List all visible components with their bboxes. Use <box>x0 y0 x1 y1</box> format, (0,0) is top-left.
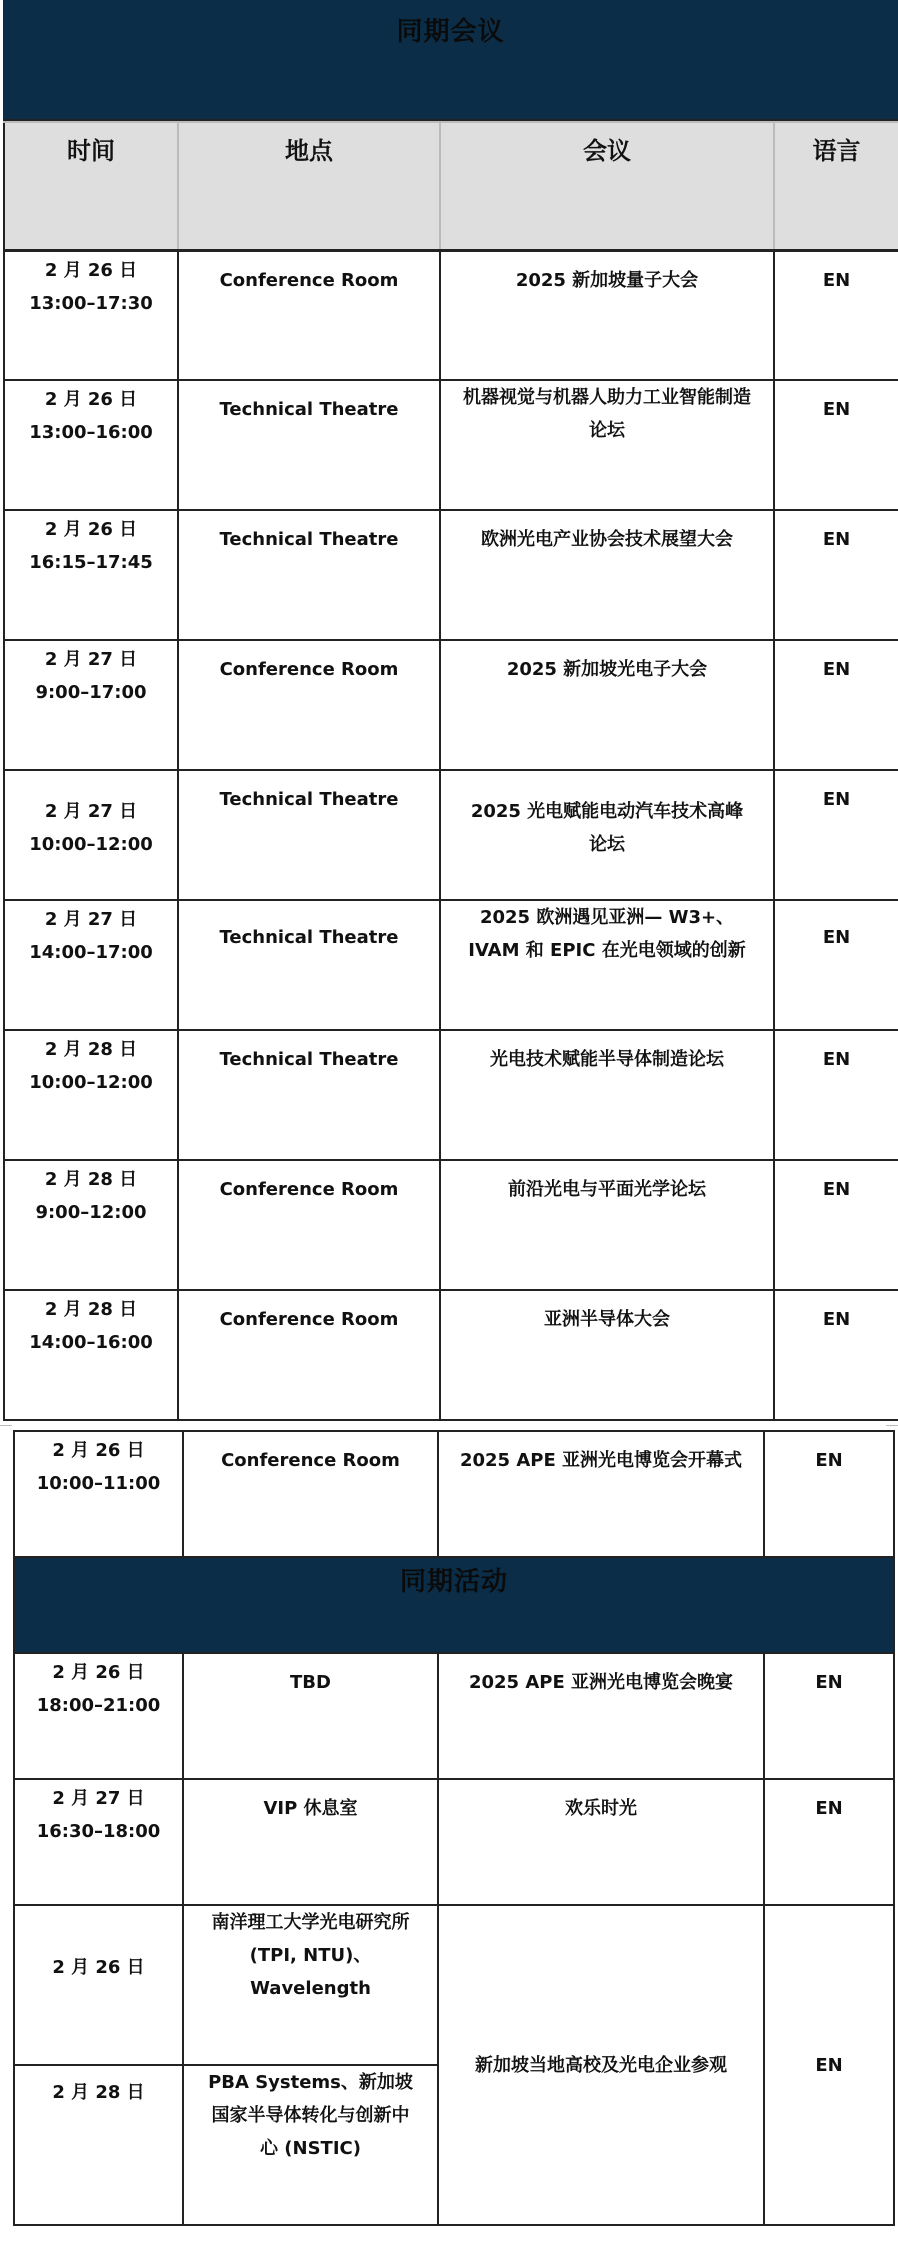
date-text: 2 月 27 日 <box>44 909 138 930</box>
date-text: 2 月 26 日 <box>52 1440 145 1461</box>
date-text: 2 月 27 日 <box>52 1788 145 1809</box>
time-cell <box>4 770 178 900</box>
time-text: 9:00–12:00 <box>35 1202 147 1223</box>
time-text: 10:00–11:00 <box>36 1473 161 1494</box>
language-cell: EN <box>774 1290 898 1420</box>
language-cell: EN <box>774 770 898 900</box>
conference-cell: 机器视觉与机器人助力工业智能制造论坛 <box>440 380 774 510</box>
time-text: 13:00–16:00 <box>29 422 153 443</box>
conference-cell: 2025 新加坡光电子大会 <box>440 640 774 770</box>
language-cell: EN <box>774 1030 898 1160</box>
date-text: 2 月 26 日 <box>52 1956 145 1978</box>
header-place: 地点 <box>178 122 440 250</box>
table-row <box>4 1290 898 1420</box>
time-text: 16:15–17:45 <box>29 552 153 573</box>
date-text: 2 月 28 日 <box>44 1039 138 1060</box>
conference-cell: 2025 APE 亚洲光电博览会开幕式 <box>438 1431 764 1557</box>
table-row <box>14 1431 894 1557</box>
place-cell: VIP 休息室 <box>183 1779 438 1905</box>
conference-cell: 新加坡当地高校及光电企业参观 <box>438 1905 764 2225</box>
time-text: 14:00–16:00 <box>29 1332 153 1353</box>
place-cell: PBA Systems、新加坡国家半导体转化与创新中心 (NSTIC) <box>183 2065 438 2225</box>
time-cell <box>14 1779 183 1905</box>
place-cell: TBD <box>183 1653 438 1779</box>
date-text: 2 月 26 日 <box>44 519 138 540</box>
date-text: 2 月 27 日 <box>44 649 138 670</box>
section-banner-row <box>14 1557 894 1653</box>
place-cell: Conference Room <box>178 1160 440 1290</box>
table-row <box>14 1905 894 2065</box>
date-text: 2 月 27 日 <box>44 801 138 822</box>
place-cell: 南洋理工大学光电研究所 (TPI, NTU)、Wavelength <box>183 1905 438 2065</box>
place-cell: Conference Room <box>178 250 440 380</box>
time-text: 14:00–17:00 <box>29 942 153 963</box>
concurrent-conferences-section <box>3 0 898 1421</box>
header-conference: 会议 <box>440 122 774 250</box>
language-cell: EN <box>774 510 898 640</box>
table-row <box>4 250 898 380</box>
time-text: 18:00–21:00 <box>36 1695 161 1716</box>
time-cell <box>4 380 178 510</box>
place-cell: Technical Theatre <box>178 510 440 640</box>
time-text: 13:00–17:30 <box>29 292 153 314</box>
time-cell <box>4 510 178 640</box>
date-text: 2 月 28 日 <box>44 1299 138 1320</box>
time-cell <box>4 640 178 770</box>
time-cell <box>14 1905 183 2065</box>
place-cell: Conference Room <box>178 1290 440 1420</box>
language-cell: EN <box>774 380 898 510</box>
date-text: 2 月 26 日 <box>44 259 138 281</box>
section-title: 同期会议 <box>396 17 505 47</box>
conference-cell: 欢乐时光 <box>438 1779 764 1905</box>
table-row <box>14 1779 894 1905</box>
place-cell: Conference Room <box>178 640 440 770</box>
language-cell: EN <box>764 1779 894 1905</box>
conference-cell: 欧洲光电产业协会技术展望大会 <box>440 510 774 640</box>
table-row <box>14 1653 894 1779</box>
time-text: 16:30–18:00 <box>36 1821 161 1842</box>
conference-cell: 2025 光电赋能电动汽车技术高峰论坛 <box>440 770 774 900</box>
header-language: 语言 <box>774 122 898 250</box>
time-cell <box>4 900 178 1030</box>
time-text: 9:00–17:00 <box>35 682 147 703</box>
time-cell <box>4 1160 178 1290</box>
conference-cell: 2025 新加坡量子大会 <box>440 250 774 380</box>
language-cell: EN <box>774 640 898 770</box>
language-cell: EN <box>764 1431 894 1557</box>
language-cell: EN <box>764 1653 894 1779</box>
time-text: 10:00–12:00 <box>29 834 153 855</box>
date-text: 2 月 28 日 <box>44 1169 138 1190</box>
conference-cell: 2025 APE 亚洲光电博览会晚宴 <box>438 1653 764 1779</box>
language-cell: EN <box>774 1160 898 1290</box>
section-banner <box>3 0 898 121</box>
table-row <box>4 640 898 770</box>
conference-cell: 光电技术赋能半导体制造论坛 <box>440 1030 774 1160</box>
concurrent-events-section <box>13 1430 893 2226</box>
time-cell <box>4 1290 178 1420</box>
table-row <box>4 1030 898 1160</box>
table-row <box>4 510 898 640</box>
conference-cell: 前沿光电与平面光学论坛 <box>440 1160 774 1290</box>
time-text: 10:00–12:00 <box>29 1072 153 1093</box>
language-cell: EN <box>774 250 898 380</box>
conference-cell: 2025 欧洲遇见亚洲— W3+、IVAM 和 EPIC 在光电领域的创新 <box>440 900 774 1030</box>
time-cell <box>14 1653 183 1779</box>
place-cell: Technical Theatre <box>178 770 440 900</box>
table-row <box>4 1160 898 1290</box>
time-cell <box>4 250 178 380</box>
place-cell: Technical Theatre <box>178 380 440 510</box>
language-cell: EN <box>764 1905 894 2225</box>
date-text: 2 月 26 日 <box>44 389 138 410</box>
table-row <box>4 900 898 1030</box>
date-text: 2 月 26 日 <box>52 1662 145 1683</box>
language-cell: EN <box>774 900 898 1030</box>
table-row <box>4 380 898 510</box>
time-cell <box>4 1030 178 1160</box>
place-cell: Technical Theatre <box>178 900 440 1030</box>
table-row <box>4 770 898 900</box>
date-text: 2 月 28 日 <box>52 2082 145 2103</box>
header-time: 时间 <box>4 122 178 250</box>
time-cell <box>14 1431 183 1557</box>
events-table <box>13 1430 895 2226</box>
conference-table <box>3 121 898 1421</box>
place-cell: Conference Room <box>183 1431 438 1557</box>
table-header-row <box>4 122 898 250</box>
page-edge-mark <box>0 1425 12 1433</box>
place-cell: Technical Theatre <box>178 1030 440 1160</box>
section-title: 同期活动 <box>14 1557 894 1653</box>
time-cell <box>14 2065 183 2225</box>
conference-cell: 亚洲半导体大会 <box>440 1290 774 1420</box>
